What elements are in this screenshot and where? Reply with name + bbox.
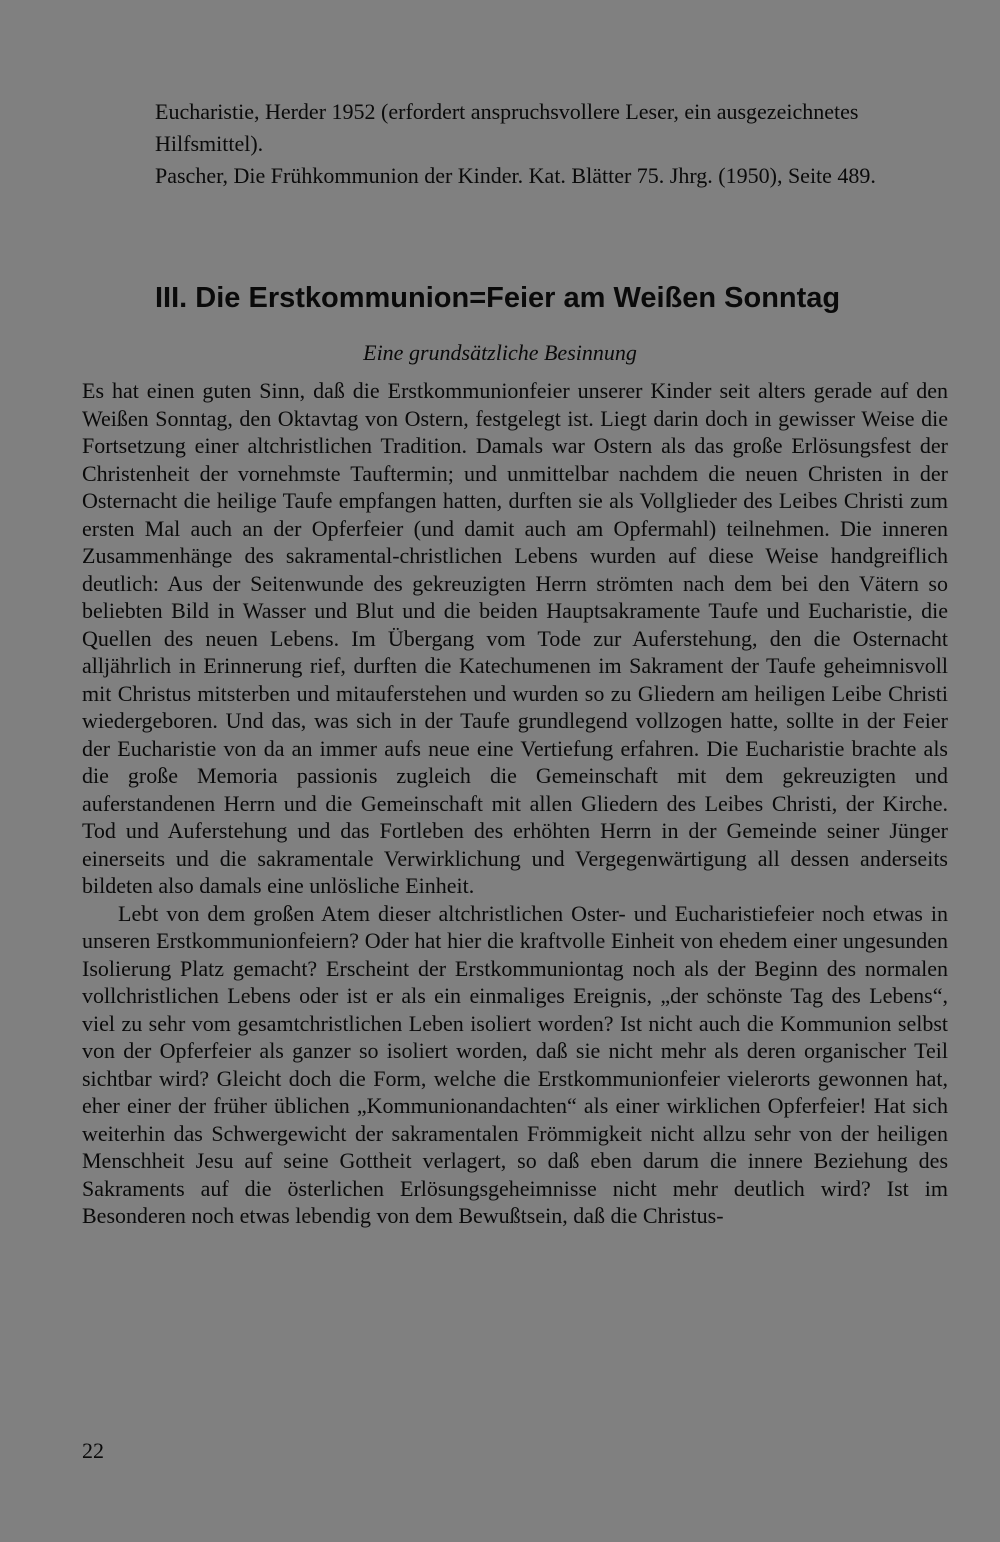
body-text bbox=[82, 377, 948, 1230]
reference-list bbox=[155, 96, 955, 192]
paragraph: Es hat einen guten Sinn, daß die Erstkommunionfeier unserer Kinder seit alters gerade auf den Weißen Sonntag, den Oktavtag von Ostern, festgelegt ist. Liegt darin doch in gewisser Weise die Fortsetzung einer altchristlichen Tradition. Damals war Ostern als das große Erlösungsfest der Christenheit der vornehmste Tauftermin; und unmittelbar nachdem die neuen Christen in der Osternacht die heilige Taufe empfangen hatten, durften sie als Vollglieder des Leibes Christi zum ersten Mal auch an der Opferfeier (und damit auch am Opfermahl) teilnehmen. Die inneren Zusammenhänge des sakramental-christlichen Lebens wurden auf diese Weise handgreiflich deutlich: Aus der Seitenwunde des gekreuzigten Herrn strömten nach dem bei den Vätern so beliebten Bild in Wasser und Blut und die beiden Hauptsakramente Taufe und Eucharistie, die Quellen des neuen Lebens. Im Übergang vom Tode zur Auferstehung, den die Osternacht alljährlich in Erinnerung rief, durften die Katechumenen im Sakrament der Taufe geheimnisvoll mit Christus mitsterben und mitauferstehen und wurden so zu Gliedern am heiligen Leibe Christi wiedergeboren. Und das, was sich in der Taufe grundlegend vollzogen hatte, sollte in der Feier der Eucharistie von da an immer aufs neue eine Vertiefung erfahren. Die Eucharistie brachte als die große Memoria passionis zugleich die Gemeinschaft mit dem gekreuzigten und auferstandenen Herrn und die Gemeinschaft mit allen Gliedern des Leibes Christi, der Kirche. Tod und Auferstehung und das Fortleben des erhöhten Herrn in der Gemeinde seiner Jünger einerseits und die sakramentale Verwirklichung und Vergegenwärtigung all dessen anderseits bildeten also damals eine unlösliche Einheit. bbox=[82, 378, 948, 898]
page-number: 22 bbox=[82, 1438, 104, 1463]
section-heading: III. Die Erstkommunion=Feier am Weißen Sonntag bbox=[155, 282, 841, 314]
section-subtitle: Eine grundsätzliche Besinnung bbox=[363, 340, 637, 365]
reference-entry: Eucharistie, Herder 1952 (erfordert anspruchsvollere Leser, ein ausgezeichnetes Hilfsmittel). bbox=[155, 99, 859, 156]
paragraph: Lebt von dem großen Atem dieser altchristlichen Oster- und Eucharistiefeier noch etwas in unseren Erstkommunionfeiern? Oder hat hier die kraftvolle Einheit von ehedem einer ungesunden Isolierung Platz gemacht? Erscheint der Erstkommuniontag noch als der Beginn des normalen vollchristlichen Lebens oder ist er als ein einmaliges Ereignis, „der schönste Tag des Lebens“, viel zu sehr vom gesamtchristlichen Leben isoliert worden? Ist nicht auch die Kommunion selbst von der Opferfeier als ganzer so isoliert worden, daß sie nicht mehr als deren organischer Teil sichtbar wird? Gleicht doch die Form, welche die Erstkommunionfeier vielerorts gewonnen hat, eher einer der früher üblichen „Kommunionandachten“ als einer wirklichen Opferfeier! Hat sich weiterhin das Schwergewicht der sakramentalen Frömmigkeit nicht allzu sehr von der heiligen Menschheit Jesu auf seine Gottheit verlagert, so daß eben darum die innere Beziehung des Sakraments auf die österlichen Erlösungsgeheimnisse nicht mehr deutlich wird? Ist im Besonderen noch etwas lebendig von dem Bewußtsein, daß die Christus- bbox=[82, 900, 948, 1228]
reference-entry: Pascher, Die Frühkommunion der Kinder. Kat. Blätter 75. Jhrg. (1950), Seite 489. bbox=[155, 163, 876, 188]
